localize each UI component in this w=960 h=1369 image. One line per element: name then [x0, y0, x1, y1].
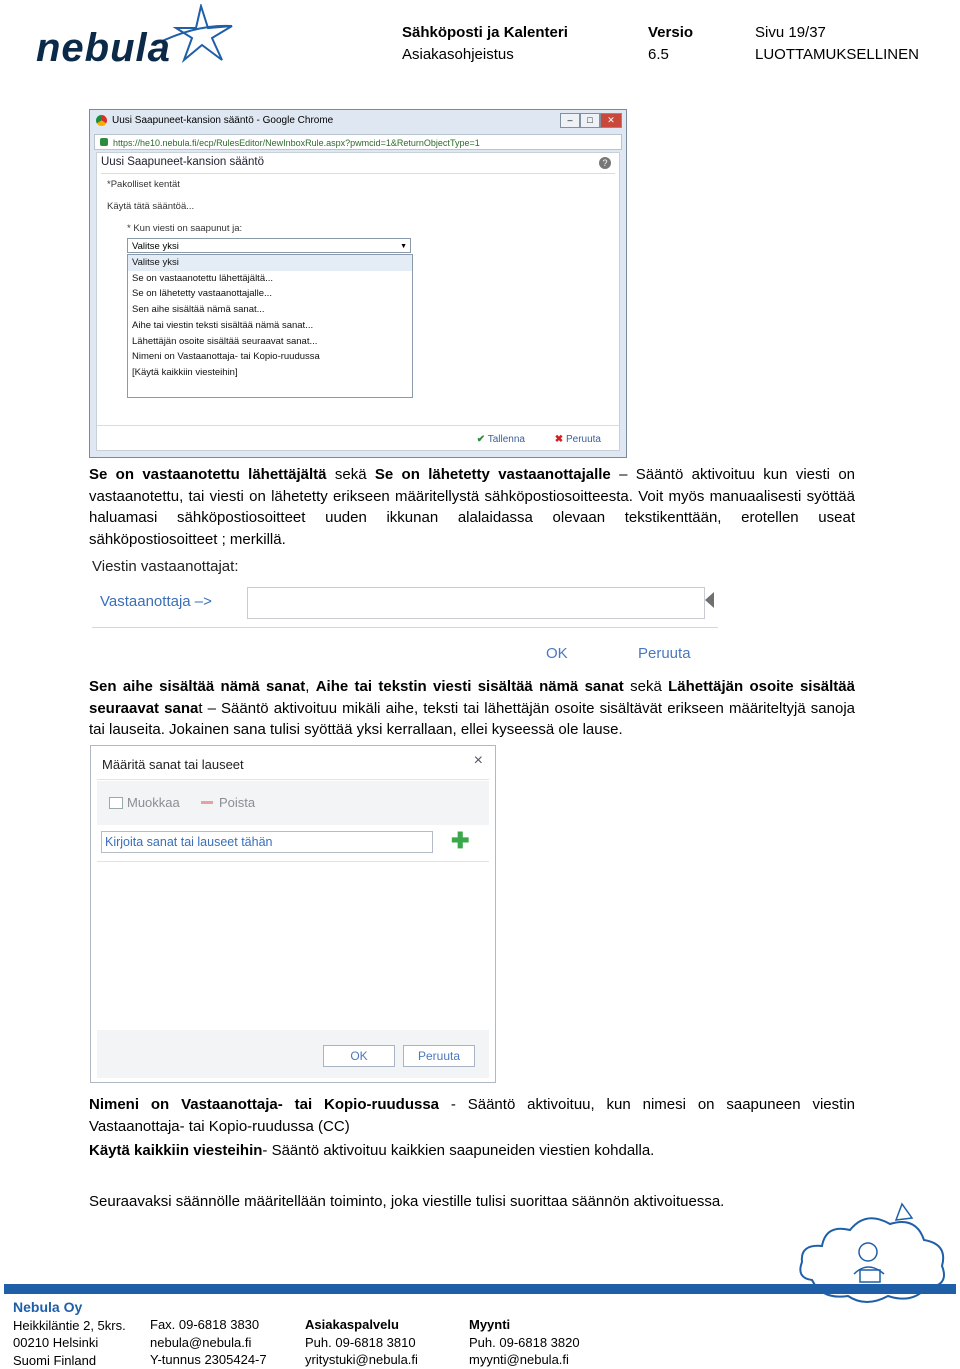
paragraph-all-messages: [89, 1140, 855, 1162]
text: sekä: [327, 466, 375, 483]
address-url: https://he10.nebula.fi/ecp/RulesEditor/NewInboxRule.aspx?pwmcid=1&ReturnObjectType=1: [113, 138, 480, 148]
chevron-down-icon: ▼: [400, 239, 407, 254]
add-icon[interactable]: ✚: [451, 831, 469, 851]
footer-address3: Suomi Finland: [13, 1352, 126, 1369]
option-item[interactable]: Se on vastaanotettu lähettäjältä...: [128, 271, 412, 287]
delete-icon: [201, 801, 213, 804]
option-item[interactable]: Nimeni on Vastaanottaja- tai Kopio-ruudussa: [128, 349, 412, 365]
scroll-arrow-icon[interactable]: [705, 592, 714, 608]
ok-button[interactable]: OK: [546, 645, 568, 662]
cross-icon: ✖: [555, 434, 563, 445]
dialog-toolbar: [97, 781, 489, 825]
footer-sales-phone: Puh. 09-6818 3820: [469, 1334, 580, 1352]
close-icon[interactable]: ×: [474, 752, 483, 770]
option-item[interactable]: Lähettäjän osoite sisältää seuraavat sanat...: [128, 334, 412, 350]
condition-options-list: [127, 254, 413, 398]
doc-title: Sähköposti ja Kalenteri: [402, 24, 568, 41]
text: – Sääntö aktivoituu kun viesti on vastaanotettu, tai viesti on lähetetty erikseen määritellystä sähköpostiosoitteesta. Voit myös manuaalisesti syöttää haluamasi sähköpostiosoitteet uuden ikkunan alalaidassa olevaan tekstikenttään, erotellen useat sähköpostiosoitteet ; merkillä.: [89, 466, 855, 548]
bold-term: Aihe tai tekstin viesti sisältää nämä sanat: [316, 678, 624, 695]
doc-title-block: [402, 22, 568, 66]
logo-wordmark: nebula: [36, 28, 171, 68]
checkmark-icon: ✔: [477, 434, 485, 445]
address-bar[interactable]: [94, 134, 622, 150]
ok-button[interactable]: OK: [323, 1045, 395, 1067]
footer-contact-col: [150, 1316, 267, 1369]
text: - Sääntö aktivoituu, kun nimesi on saapuneen viestin Vastaanottaja- tai Kopio-ruudussa (CC): [89, 1096, 855, 1135]
recipient-link[interactable]: Vastaanottaja –>: [100, 593, 212, 610]
words-input-placeholder: Kirjoita sanat tai lauseet tähän: [105, 835, 272, 849]
footer-sales-email[interactable]: myynti@nebula.fi: [469, 1351, 580, 1369]
words-input[interactable]: [101, 831, 433, 853]
bold-term: Nimeni on Vastaanottaja- tai Kopio-ruudussa: [89, 1096, 439, 1113]
paragraph-words: [89, 676, 855, 741]
footer-fax: Fax. 09-6818 3830: [150, 1316, 267, 1334]
footer-company-col: [13, 1299, 126, 1369]
confidentiality-label: LUOTTAMUKSELLINEN: [755, 44, 919, 66]
bold-term: Sen aihe sisältää nämä sanat: [89, 678, 305, 695]
footer-company: Nebula Oy: [13, 1299, 126, 1317]
footer-sales-title: Myynti: [469, 1316, 580, 1334]
browser-window: [89, 109, 627, 458]
help-icon[interactable]: ?: [599, 157, 611, 169]
nebula-logo: [36, 4, 236, 66]
footer-address2: 00210 Helsinki: [13, 1334, 126, 1352]
version-label: Versio: [648, 24, 693, 41]
recipients-heading: Viestin vastaanottajat:: [92, 558, 238, 575]
save-label: Tallenna: [488, 434, 525, 445]
condition-select[interactable]: [127, 238, 411, 253]
recipients-input[interactable]: [247, 587, 705, 619]
option-item[interactable]: Se on lähetetty vastaanottajalle...: [128, 286, 412, 302]
save-button[interactable]: [477, 434, 525, 445]
bold-term: Lähettäjän osoite sisältää seuraavat sana: [89, 678, 855, 717]
words-dialog: [90, 745, 496, 1083]
apply-label: Käytä tätä sääntöä...: [107, 201, 194, 212]
minimize-button[interactable]: –: [560, 113, 580, 128]
edit-icon: [109, 797, 123, 809]
dialog-title: Määritä sanat tai lauseet: [102, 757, 244, 772]
maximize-button[interactable]: □: [580, 113, 600, 128]
paragraph-next-step: Seuraavaksi säännölle määritellään toiminto, joka viestille tulisi suorittaa säännön aktivoituessa.: [89, 1191, 855, 1213]
doc-subtitle: Asiakasohjeistus: [402, 44, 568, 66]
recipients-panel: [90, 555, 720, 667]
option-item[interactable]: [Käytä kaikkiin viesteihin]: [128, 365, 412, 381]
cancel-button[interactable]: [555, 434, 601, 445]
footer-support-phone: Puh. 09-6818 3810: [305, 1334, 418, 1352]
footer-address1: Heikkiläntie 2, 5krs.: [13, 1317, 126, 1335]
page-number: Sivu 19/37: [755, 22, 919, 44]
text: t – Sääntö aktivoituu mikäli aihe, teksti tai lähettäjän osoite sisältävät erikseen määriteltyjä sanoja tai lauseita. Jokainen sana tulisi syöttää yksi kerrallaan, ellei kyseessä ole lause.: [89, 700, 855, 739]
footer-sales-col: [469, 1316, 580, 1369]
delete-button[interactable]: Poista: [219, 795, 255, 810]
text: - Sääntö aktivoituu kaikkien saapuneiden viestien kohdalla.: [262, 1142, 654, 1159]
option-item[interactable]: Aihe tai viestin teksti sisältää nämä sanat...: [128, 318, 412, 334]
text: sekä: [624, 678, 668, 695]
rule-form: [96, 152, 620, 451]
footer-bar: [4, 1284, 956, 1294]
select-value: Valitse yksi: [132, 241, 179, 252]
footer-support-email[interactable]: yritystuki@nebula.fi: [305, 1351, 418, 1369]
paragraph-name-in-to-cc: [89, 1094, 855, 1137]
option-item[interactable]: Sen aihe sisältää nämä sanat...: [128, 302, 412, 318]
footer-email[interactable]: nebula@nebula.fi: [150, 1334, 267, 1352]
cancel-label: Peruuta: [566, 434, 601, 445]
version-block: [648, 22, 693, 66]
footer-support-title: Asiakaspalvelu: [305, 1316, 418, 1334]
page-block: [755, 22, 919, 66]
required-note: *Pakolliset kentät: [107, 179, 180, 190]
footer-support-col: [305, 1316, 418, 1369]
form-title: Uusi Saapuneet-kansion sääntö: [101, 156, 264, 168]
lock-icon: [100, 138, 108, 146]
cancel-button[interactable]: Peruuta: [403, 1045, 475, 1067]
paragraph-sender-recipient: [89, 464, 855, 550]
browser-titlebar: [90, 110, 626, 132]
version-value: 6.5: [648, 44, 693, 66]
chrome-icon: [96, 115, 107, 126]
bold-term: Käytä kaikkiin viesteihin: [89, 1142, 262, 1159]
close-window-button[interactable]: ✕: [600, 113, 622, 128]
cancel-button[interactable]: Peruuta: [638, 645, 691, 662]
option-item[interactable]: Valitse yksi: [128, 255, 412, 271]
text: ,: [305, 678, 316, 695]
bold-term: Se on lähetetty vastaanottajalle: [375, 466, 611, 483]
edit-button[interactable]: Muokkaa: [127, 795, 180, 810]
condition-label: * Kun viesti on saapunut ja:: [127, 223, 242, 234]
footer-ytunnus: Y-tunnus 2305424-7: [150, 1351, 267, 1369]
bold-term: Se on vastaanotettu lähettäjältä: [89, 466, 327, 483]
browser-title: Uusi Saapuneet-kansion sääntö - Google Chrome: [112, 110, 333, 132]
words-list: [97, 862, 489, 1030]
